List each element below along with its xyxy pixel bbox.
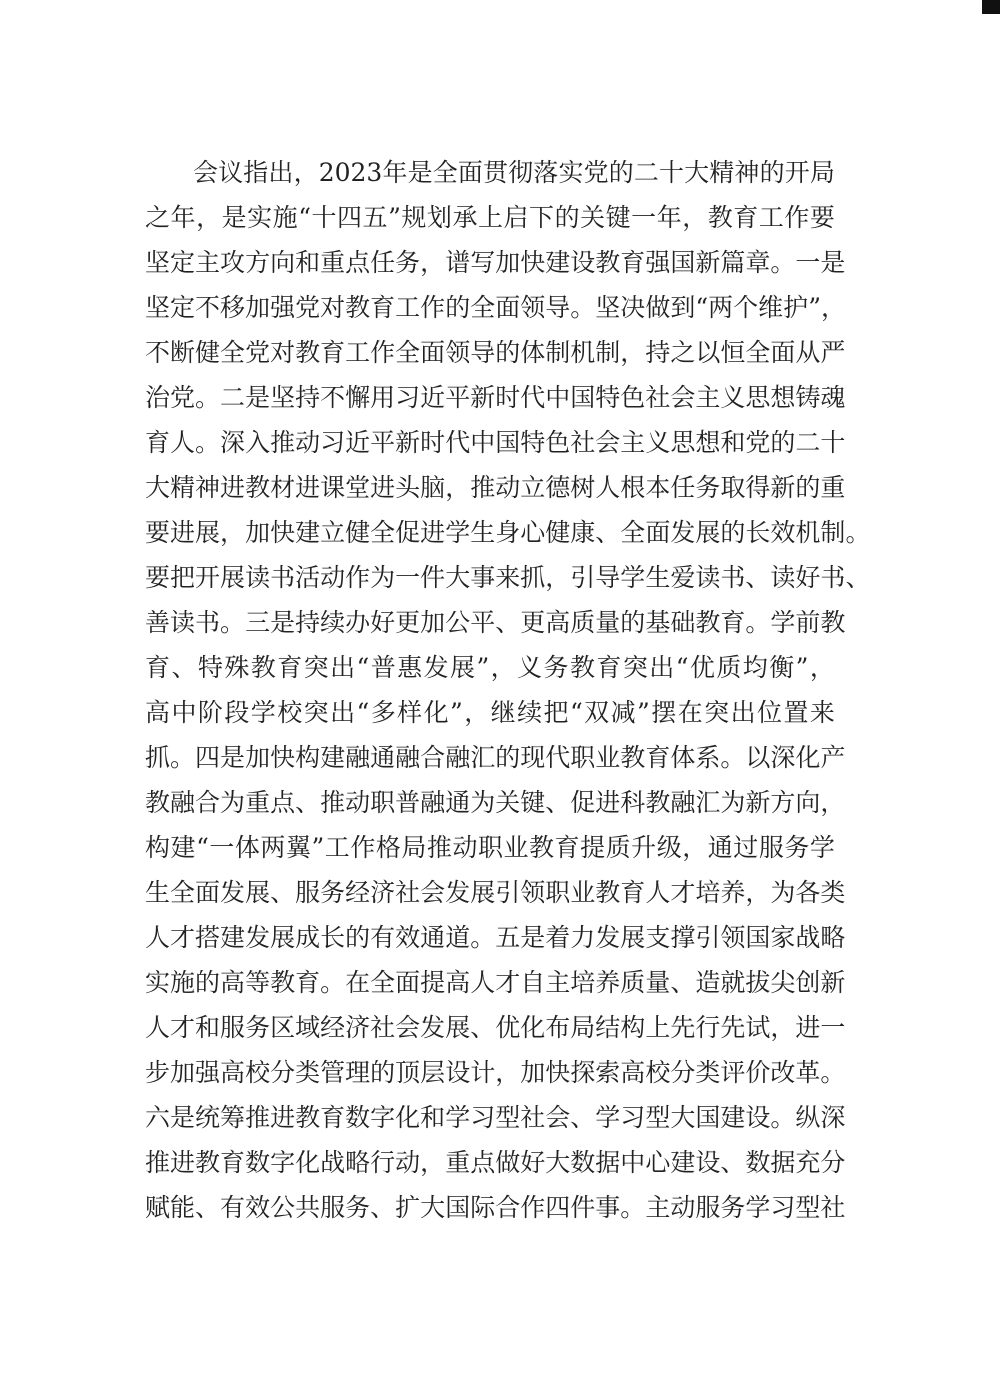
paragraph-line: 构 建 “ 一 体 两 翼 ” 工 作 格 局 推 动 职 业 教 育 提 质 升 级 ， 通 过 服 务 学 <box>145 833 835 862</box>
paragraph-line: 高 中 阶 段 学 校 突 出 “ 多 样 化 ” ， 继 续 把 “ 双 减 ” 摆 在 突 出 位 置 来 <box>145 698 835 727</box>
paragraph-line: 教 融 合 为 重 点 、 推 动 职 普 融 通 为 关 键 、 促 进 科 教 融 汇 为 新 方 向 ， <box>145 788 846 817</box>
paragraph-line: 之 年 ， 是 实 施 “ 十 四 五 ” 规 划 承 上 启 下 的 关 键 一 年 ， 教 育 工 作 要 <box>145 203 835 232</box>
paragraph-line: 推 进 教 育 数 字 化 战 略 行 动 ， 重 点 做 好 大 数 据 中 心 建 设 、 数 据 充 分 <box>145 1148 846 1177</box>
paragraph-line: 坚 定 不 移 加 强 党 对 教 育 工 作 的 全 面 领 导 。 坚 决 做 到 “ 两 个 维 护 ” ， <box>145 293 846 322</box>
document-body <box>145 150 871 1230</box>
paragraph-line: 六 是 统 筹 推 进 教 育 数 字 化 和 学 习 型 社 会 、 学 习 型 大 国 建 设 。 纵 深 <box>145 1103 846 1132</box>
paragraph-line: 育 、 特 殊 教 育 突 出 “ 普 惠 发 展 ” ， 义 务 教 育 突 出 “ 优 质 均 衡 ” ， <box>145 653 835 682</box>
paragraph-line: 抓 。 四 是 加 快 构 建 融 通 融 合 融 汇 的 现 代 职 业 教 育 体 系 。 以 深 化 产 <box>145 743 846 772</box>
paragraph-line: 步 加 强 高 校 分 类 管 理 的 顶 层 设 计 ， 加 快 探 索 高 校 分 类 评 价 改 革 。 <box>145 1058 846 1087</box>
paragraph-line: 坚 定 主 攻 方 向 和 重 点 任 务 ， 谱 写 加 快 建 设 教 育 强 国 新 篇 章 。 一 是 <box>145 248 846 277</box>
paragraph-line: 人 才 搭 建 发 展 成 长 的 有 效 通 道 。 五 是 着 力 发 展 支 撑 引 领 国 家 战 略 <box>145 923 846 952</box>
paragraph-line: 治 党 。 二 是 坚 持 不 懈 用 习 近 平 新 时 代 中 国 特 色 社 会 主 义 思 想 铸 魂 <box>145 383 846 412</box>
paragraph-line: 善 读 书 。 三 是 持 续 办 好 更 加 公 平 、 更 高 质 量 的 基 础 教 育 。 学 前 教 <box>145 608 846 637</box>
paragraph-line: 要 进 展 ， 加 快 建 立 健 全 促 进 学 生 身 心 健 康 、 全 面 发 展 的 长 效 机 制 。 <box>145 518 871 547</box>
paragraph-line: 育 人 。 深 入 推 动 习 近 平 新 时 代 中 国 特 色 社 会 主 义 思 想 和 党 的 二 十 <box>145 428 846 457</box>
paragraph-line: 生 全 面 发 展 、 服 务 经 济 社 会 发 展 引 领 职 业 教 育 人 才 培 养 ， 为 各 类 <box>145 878 846 907</box>
paragraph-line: 不 断 健 全 党 对 教 育 工 作 全 面 领 导 的 体 制 机 制 ， 持 之 以 恒 全 面 从 严 <box>145 338 846 367</box>
paragraph-line: 要 把 开 展 读 书 活 动 作 为 一 件 大 事 来 抓 ， 引 导 学 生 爱 读 书 、 读 好 书 、 <box>145 563 871 592</box>
paragraph-line: 赋 能 、 有 效 公 共 服 务 、 扩 大 国 际 合 作 四 件 事 。 主 动 服 务 学 习 型 社 <box>145 1193 846 1222</box>
scan-corner-mark <box>982 0 1000 14</box>
paragraph-line: 会 议 指 出 ， 2023 年 是 全 面 贯 彻 落 实 党 的 二 十 大 精 神 的 开 局 <box>193 158 835 187</box>
paragraph-line: 实 施 的 高 等 教 育 。 在 全 面 提 高 人 才 自 主 培 养 质 量 、 造 就 拔 尖 创 新 <box>145 968 846 997</box>
paragraph-line: 人 才 和 服 务 区 域 经 济 社 会 发 展 、 优 化 布 局 结 构 上 先 行 先 试 ， 进 一 <box>145 1013 846 1042</box>
paragraph-line: 大 精 神 进 教 材 进 课 堂 进 头 脑 ， 推 动 立 德 树 人 根 本 任 务 取 得 新 的 重 <box>145 473 846 502</box>
